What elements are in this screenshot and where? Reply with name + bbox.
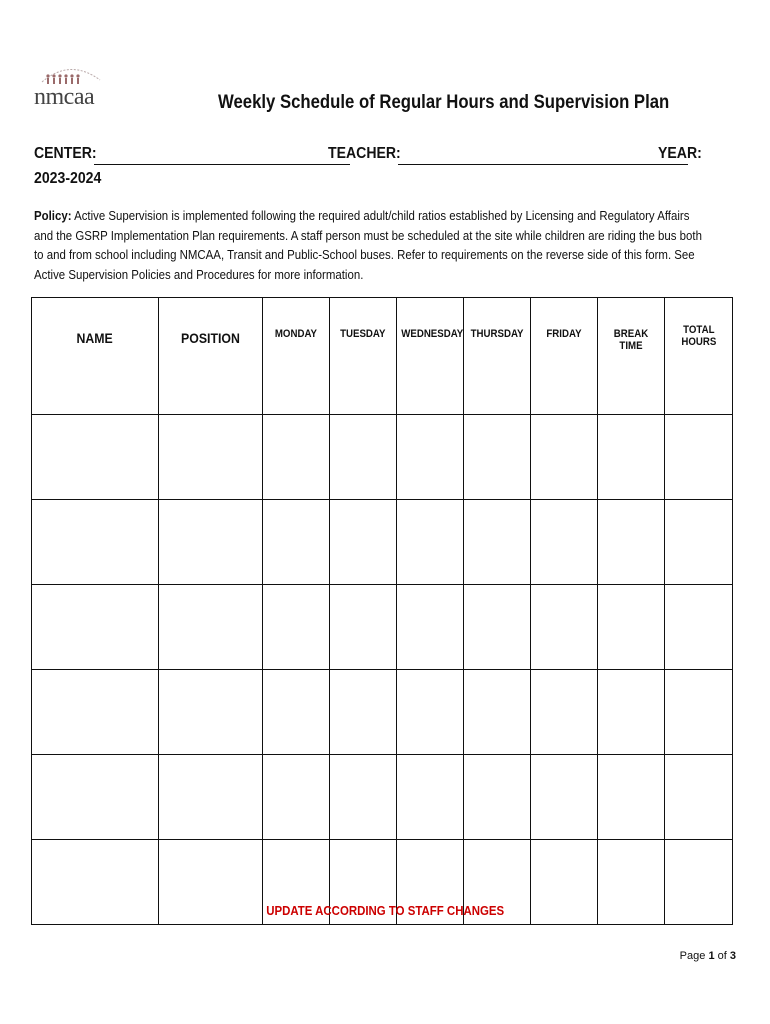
cell-wednesday[interactable]	[397, 585, 464, 670]
cell-break-time[interactable]	[598, 670, 665, 755]
col-position: POSITION	[159, 298, 263, 415]
col-thursday: THURSDAY	[464, 298, 531, 415]
table-header-row	[32, 298, 733, 415]
cell-monday[interactable]	[263, 670, 330, 755]
col-break-time: BREAK TIME	[598, 298, 665, 415]
cell-monday[interactable]	[263, 500, 330, 585]
cell-position[interactable]	[159, 415, 263, 500]
cell-total-hours[interactable]	[665, 670, 733, 755]
col-tuesday: TUESDAY	[330, 298, 397, 415]
cell-total-hours[interactable]	[665, 585, 733, 670]
cell-friday[interactable]	[531, 670, 598, 755]
cell-tuesday[interactable]	[330, 585, 397, 670]
cell-friday[interactable]	[531, 500, 598, 585]
cell-tuesday[interactable]	[330, 415, 397, 500]
cell-wednesday[interactable]	[397, 755, 464, 840]
table-row	[32, 415, 733, 500]
cell-total-hours[interactable]	[665, 755, 733, 840]
cell-monday[interactable]	[263, 755, 330, 840]
teacher-label: TEACHER:	[328, 145, 401, 162]
cell-total-hours[interactable]	[665, 500, 733, 585]
cell-tuesday[interactable]	[330, 755, 397, 840]
page-title: Weekly Schedule of Regular Hours and Supervision Plan	[218, 92, 670, 113]
policy-label: Policy:	[34, 208, 72, 223]
cell-thursday[interactable]	[464, 415, 531, 500]
cell-wednesday[interactable]	[397, 415, 464, 500]
cell-thursday[interactable]	[464, 500, 531, 585]
table-row	[32, 585, 733, 670]
cell-wednesday[interactable]	[397, 670, 464, 755]
table-row	[32, 500, 733, 585]
cell-position[interactable]	[159, 755, 263, 840]
cell-tuesday[interactable]	[330, 670, 397, 755]
cell-wednesday[interactable]	[397, 500, 464, 585]
page-number: Page 1 of 3	[679, 950, 736, 962]
cell-name[interactable]	[32, 500, 159, 585]
cell-position[interactable]	[159, 585, 263, 670]
nmcaa-logo	[34, 62, 108, 114]
cell-break-time[interactable]	[598, 500, 665, 585]
center-label: CENTER:	[34, 145, 97, 162]
cell-name[interactable]	[32, 585, 159, 670]
cell-friday[interactable]	[531, 585, 598, 670]
cell-thursday[interactable]	[464, 670, 531, 755]
col-friday: FRIDAY	[531, 298, 598, 415]
cell-total-hours[interactable]	[665, 415, 733, 500]
cell-break-time[interactable]	[598, 415, 665, 500]
col-total-hours: TOTAL HOURS	[665, 298, 733, 415]
update-note: UPDATE ACCORDING TO STAFF CHANGES	[266, 903, 504, 918]
policy-text: Active Supervision is implemented following the required adult/child ratios established by Licensing and Regulatory Affairs and the GSRP Implementation Plan requirements. A staff person must be scheduled at the site while children are riding the bus both to and from school including NMCAA, Transit and Public-School buses. Refer to requirements on the reverse side of this form. See Active Supervision Policies and Procedures for more information.	[34, 208, 702, 282]
cell-break-time[interactable]	[598, 755, 665, 840]
schedule-table	[31, 297, 733, 925]
col-monday: MONDAY	[263, 298, 330, 415]
cell-monday[interactable]	[263, 415, 330, 500]
logo-wordmark: nmcaa	[34, 84, 95, 110]
teacher-field[interactable]	[398, 164, 688, 165]
center-field[interactable]	[94, 164, 350, 165]
year-label: YEAR:	[658, 145, 702, 162]
policy-paragraph	[34, 206, 703, 284]
col-wednesday: WEDNESDAY	[397, 298, 464, 415]
col-name: NAME	[32, 298, 159, 415]
cell-thursday[interactable]	[464, 585, 531, 670]
table-row	[32, 670, 733, 755]
year-value: 2023-2024	[34, 170, 102, 187]
cell-name[interactable]	[32, 670, 159, 755]
cell-monday[interactable]	[263, 585, 330, 670]
cell-break-time[interactable]	[598, 585, 665, 670]
cell-thursday[interactable]	[464, 755, 531, 840]
cell-tuesday[interactable]	[330, 500, 397, 585]
cell-name[interactable]	[32, 415, 159, 500]
header-fields	[34, 145, 734, 187]
cell-friday[interactable]	[531, 415, 598, 500]
cell-name[interactable]	[32, 755, 159, 840]
cell-position[interactable]	[159, 670, 263, 755]
table-row	[32, 755, 733, 840]
cell-friday[interactable]	[531, 755, 598, 840]
cell-position[interactable]	[159, 500, 263, 585]
